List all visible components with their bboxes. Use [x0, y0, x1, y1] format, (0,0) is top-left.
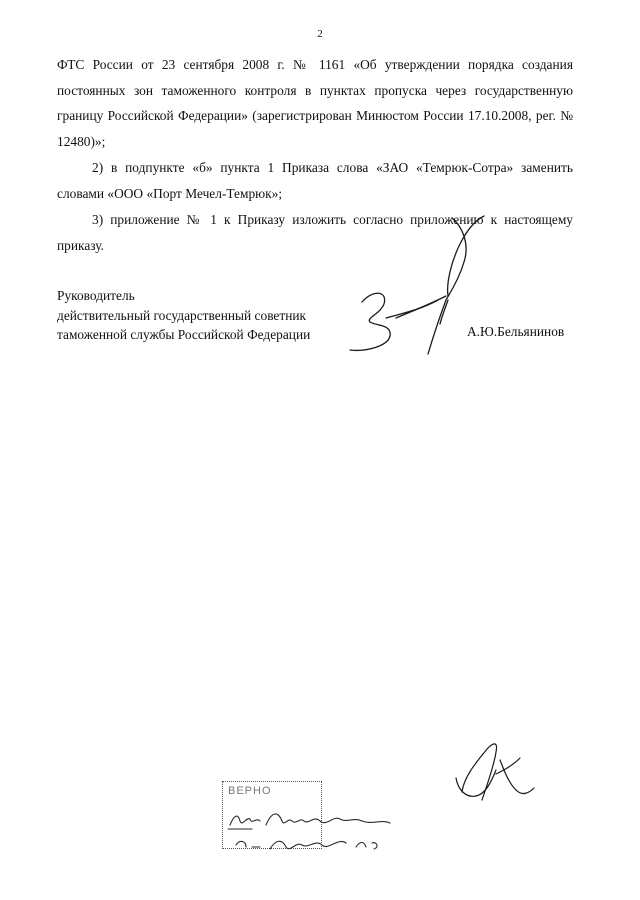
initials-signature: [456, 744, 534, 800]
stamp-handwriting: [222, 781, 402, 861]
main-signature: [350, 216, 484, 354]
paragraph-item-2: 2) в подпункте «б» пункта 1 Приказа слова «ЗАО «Темрюк-Сотра» заменить словами «ООО «Порт Мечел-Темрюк»;: [57, 160, 573, 201]
signatory-title-line-3: таможенной службы Российской Федерации: [57, 327, 311, 342]
stamp-label: ВЕРНО: [228, 785, 272, 797]
signatory-name: А.Ю.Бельянинов: [467, 324, 565, 339]
paragraph-continuation: ФТС России от 23 сентября 2008 г. № 1161 «Об утверждении порядка создания постоянных зон таможенного контроля в пунктах пропуска через государственную границу Российской Федерации» (зарегистрирован Минюстом России 17.10.2008, рег. № 12480)»;: [57, 57, 573, 149]
signatory-title-line-1: Руководитель: [57, 288, 135, 303]
paragraph-item-3: 3) приложение № 1 к Приказу изложить согласно приложению к настоящему приказу.: [57, 212, 573, 253]
page-number: 2: [317, 28, 323, 40]
signatory-title-line-2: действительный государственный советник: [57, 307, 307, 323]
certification-stamp: [222, 781, 324, 851]
